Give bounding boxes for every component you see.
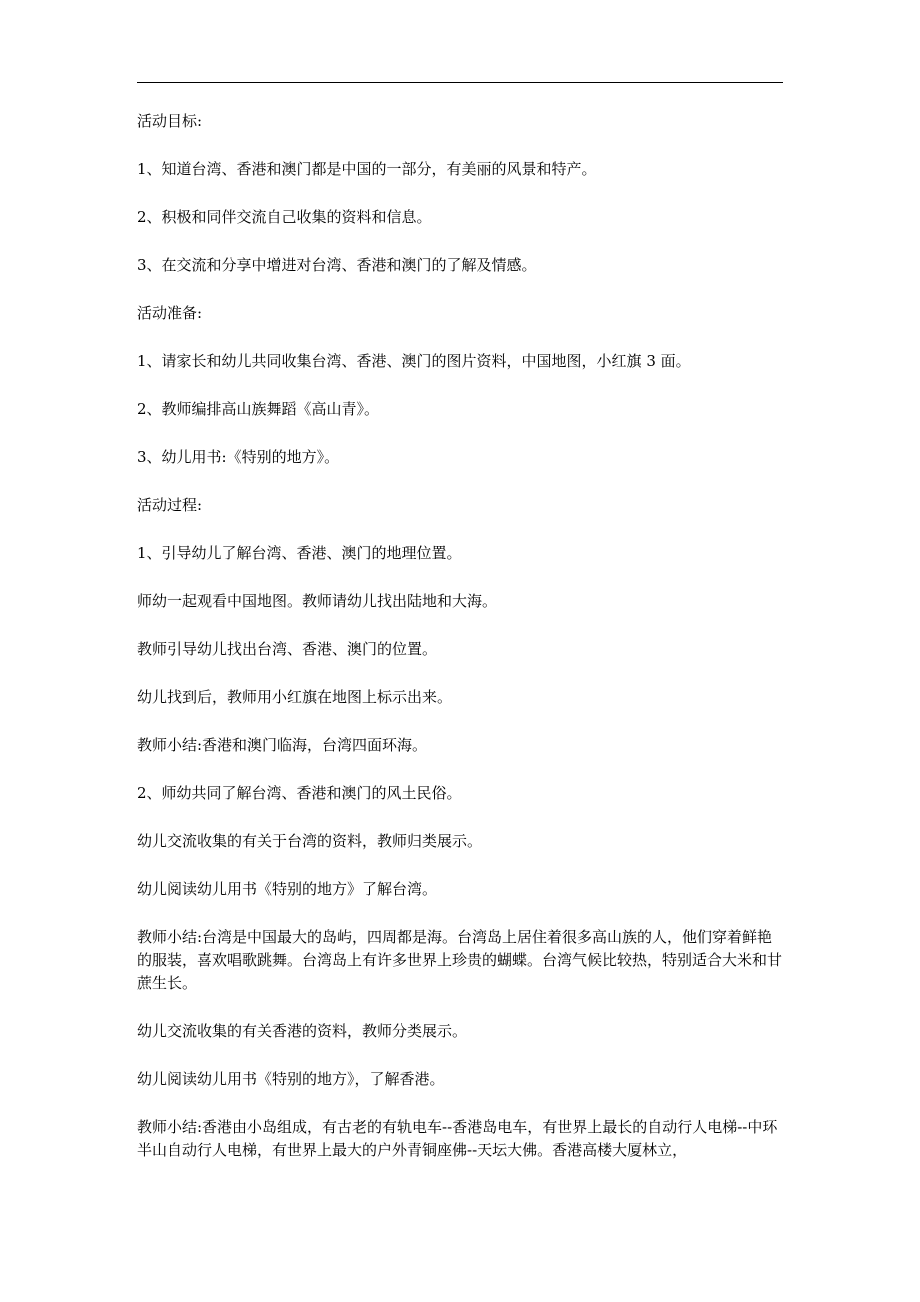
header-rule: [137, 82, 783, 83]
paragraph: 3、幼儿用书:《特别的地方》。: [137, 448, 340, 466]
paragraph: 1、请家长和幼儿共同收集台湾、香港、澳门的图片资料，中国地图，小红旗 3 面。: [137, 352, 691, 370]
section-heading-process: 活动过程:: [137, 496, 203, 514]
paragraph: 2、教师编排高山族舞蹈《高山青》。: [137, 400, 380, 418]
paragraph: 师幼一起观看中国地图。教师请幼儿找出陆地和大海。: [137, 592, 498, 610]
paragraph: 3、在交流和分享中增进对台湾、香港和澳门的了解及情感。: [137, 256, 537, 274]
section-heading-preparation: 活动准备:: [137, 304, 203, 322]
paragraph: 幼儿阅读幼儿用书《特别的地方》了解台湾。: [137, 880, 438, 898]
paragraph: 幼儿找到后，教师用小红旗在地图上标示出来。: [137, 688, 453, 706]
paragraph: 幼儿阅读幼儿用书《特别的地方》，了解香港。: [137, 1070, 445, 1088]
paragraph: 教师引导幼儿找出台湾、香港、澳门的位置。: [137, 640, 438, 658]
section-heading-goals: 活动目标:: [137, 112, 203, 130]
paragraph: 2、师幼共同了解台湾、香港和澳门的风土民俗。: [137, 784, 462, 802]
paragraph: 教师小结:台湾是中国最大的岛屿，四周都是海。台湾岛上居住着很多高山族的人，他们穿着鲜艳的服装，喜欢唱歌跳舞。台湾岛上有许多世界上珍贵的蝴蝶。台湾气候比较热，特别适合大米和甘蔗生长。: [137, 928, 783, 992]
paragraph: 教师小结:香港由小岛组成，有古老的有轨电车--香港岛电车，有世界上最长的自动行人电梯--中环半山自动行人电梯，有世界上最大的户外青铜座佛--天坛大佛。香港高楼大厦林立，: [137, 1118, 778, 1159]
paragraph: 1、知道台湾、香港和澳门都是中国的一部分，有美丽的风景和特产。: [137, 160, 597, 178]
paragraph: 1、引导幼儿了解台湾、香港、澳门的地理位置。: [137, 544, 462, 562]
paragraph: 幼儿交流收集的有关于台湾的资料，教师归类展示。: [137, 832, 483, 850]
document-body: [137, 110, 787, 1187]
paragraph: 幼儿交流收集的有关香港的资料，教师分类展示。: [137, 1022, 468, 1040]
paragraph: 教师小结:香港和澳门临海，台湾四面环海。: [137, 736, 428, 754]
paragraph: 2、积极和同伴交流自己收集的资料和信息。: [137, 208, 432, 226]
